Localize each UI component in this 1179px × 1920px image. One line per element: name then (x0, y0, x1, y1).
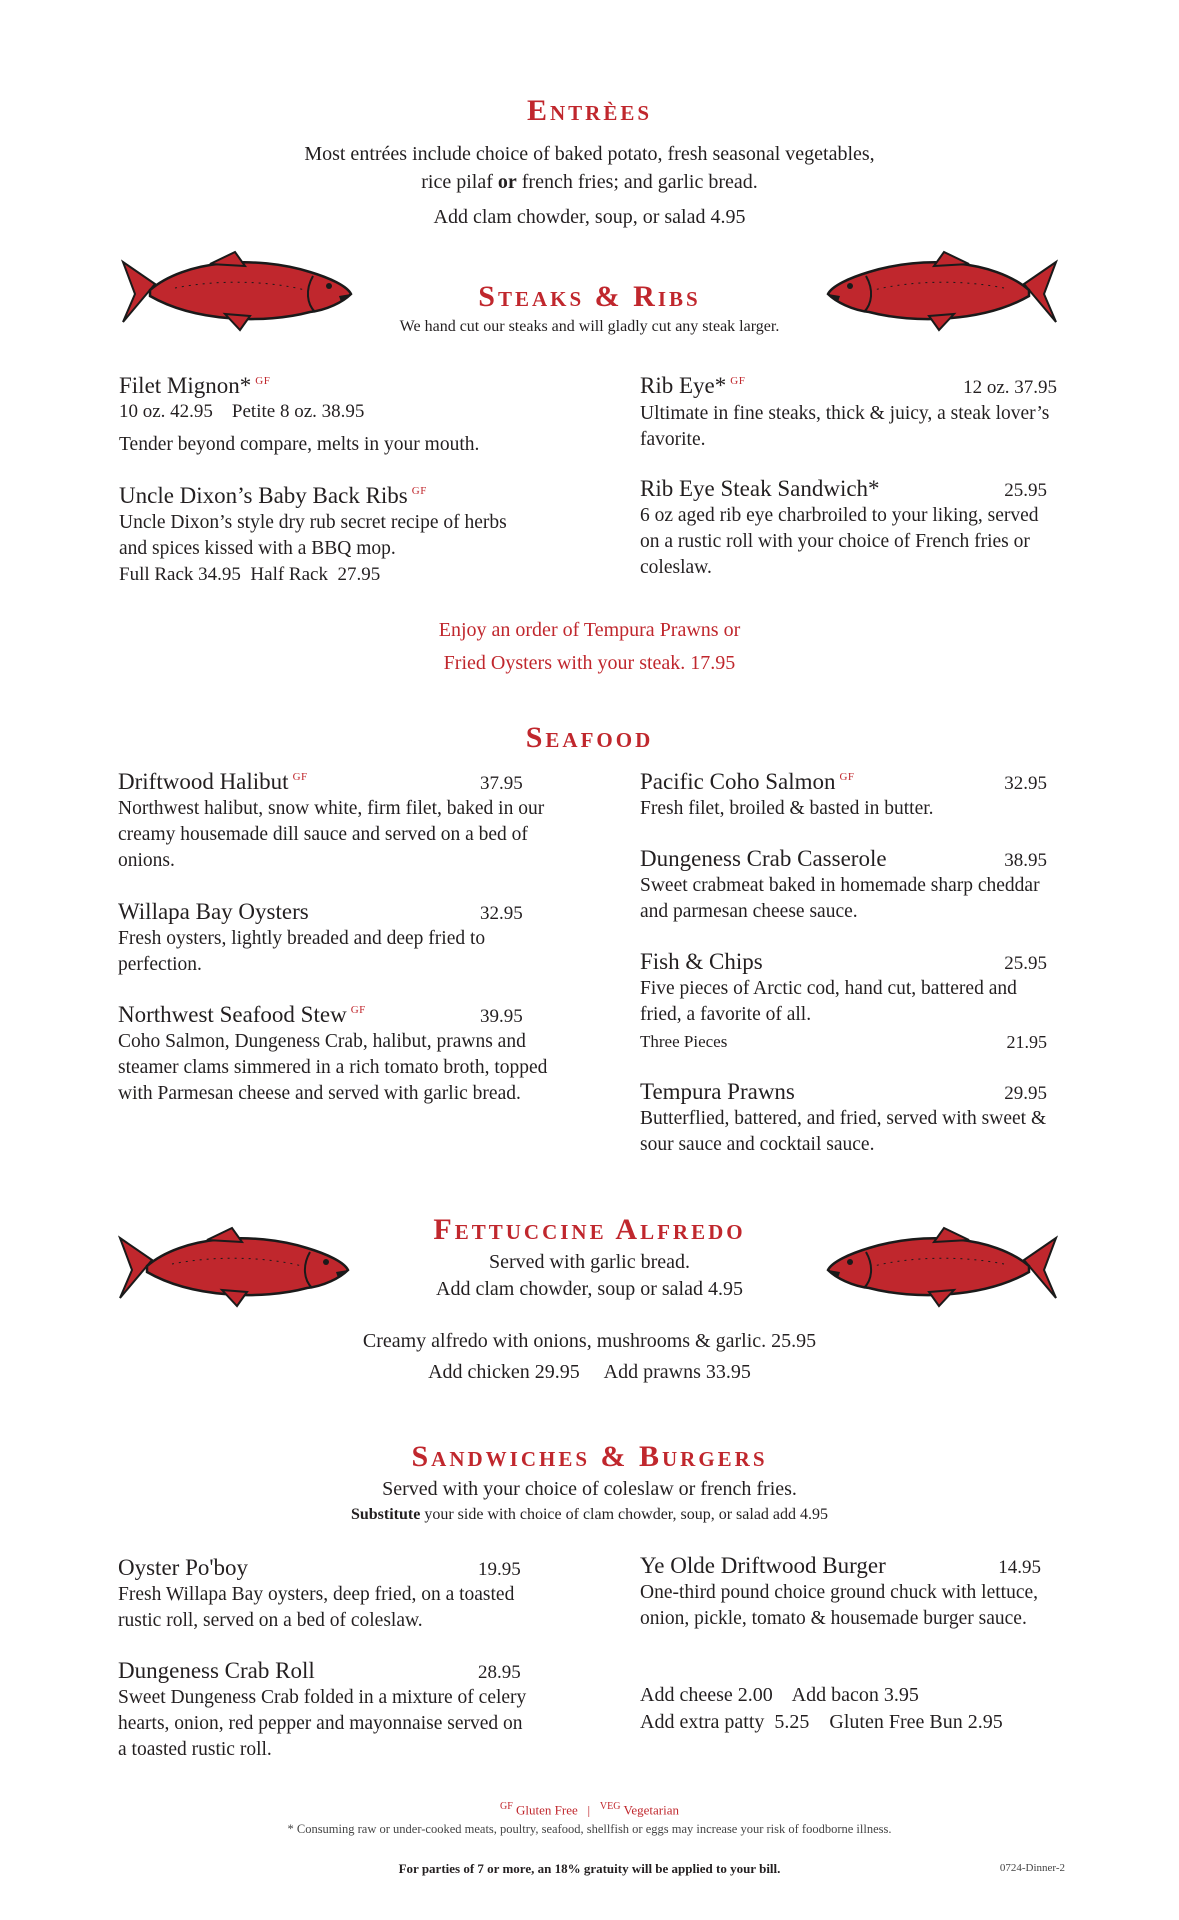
menu-item-name (640, 847, 887, 870)
seafood-title: Seafood (525, 721, 654, 754)
item-price: 32.95 (480, 903, 523, 924)
menu-item-name (118, 1003, 366, 1026)
item-sub-price: 21.95 (1006, 1032, 1047, 1052)
gf-badge: GF (499, 1801, 513, 1812)
menu-item-name (119, 374, 270, 397)
item-title: Rib Eye Steak Sandwich* (640, 476, 880, 501)
entrees-intro-line2-b: french fries; and garlic bread. (516, 171, 758, 193)
item-price-line: Full Rack 34.95 Half Rack 27.95 (119, 564, 381, 585)
item-title: Ye Olde Driftwood Burger (640, 1553, 886, 1578)
gf-badge: GF (730, 375, 746, 388)
item-description: Sweet Dungeness Crab folded in a mixture of celery hearts, onion, red pepper and mayonnaise served on a toasted rustic roll. (118, 1687, 527, 1760)
substitute-text: your side with choice of clam chowder, soup, or salad add 4.95 (420, 1506, 829, 1523)
item-description: Fresh oysters, lightly breaded and deep fried to perfection. (118, 928, 486, 975)
menu-item-name (640, 374, 745, 397)
item-description: Uncle Dixon’s style dry rub secret recipe of herbs and spices kissed with a BBQ mop. (119, 512, 507, 559)
steak-promo-line1: Enjoy an order of Tempura Prawns or (438, 619, 741, 641)
sandwiches-title: Sandwiches & Burgers (411, 1440, 768, 1473)
item-title: Filet Mignon* (119, 373, 252, 398)
item-price: 25.95 (1004, 480, 1047, 501)
item-title: Uncle Dixon’s Baby Back Ribs (119, 483, 408, 508)
item-price: 14.95 (998, 1557, 1041, 1578)
item-price: 39.95 (480, 1006, 523, 1027)
item-title: Tempura Prawns (640, 1079, 795, 1104)
add-chicken: Add chicken 29.95 (428, 1361, 580, 1383)
menu-code: 0724-Dinner-2 (999, 1862, 1065, 1874)
item-description: Sweet crabmeat baked in homemade sharp cheddar and parmesan cheese sauce. (640, 875, 1040, 922)
menu-item-name (119, 484, 427, 507)
fettuccine-desc: Creamy alfredo with onions, mushrooms & garlic. 25.95 (362, 1330, 817, 1352)
item-title: Fish & Chips (640, 949, 763, 974)
sandwiches-line1: Served with your choice of coleslaw or french fries. (382, 1478, 797, 1500)
entrees-addon: Add clam chowder, soup, or salad 4.95 (433, 206, 746, 228)
item-description: Coho Salmon, Dungeness Crab, halibut, prawns and steamer clams simmered in a rich tomato broth, topped with Parmesan cheese and served with garlic bread. (118, 1031, 548, 1104)
gf-badge: GF (255, 375, 271, 388)
steaks-subtitle: We hand cut our steaks and will gladly cut any steak larger. (399, 318, 780, 335)
item-description: Northwest halibut, snow white, firm filet, baked in our creamy housemade dill sauce and served on a bed of onions. (118, 798, 545, 871)
menu-item-name (640, 477, 880, 500)
foodborne-warning: * Consuming raw or under-cooked meats, poultry, seafood, shellfish or eggs may increase your risk of foodborne illness. (287, 1822, 892, 1836)
legend-separator: | (587, 1802, 591, 1818)
fettuccine-line1: Served with garlic bread. (488, 1251, 691, 1273)
entrees-intro-line2-a: rice pilaf (421, 171, 498, 193)
item-title: Pacific Coho Salmon (640, 769, 836, 794)
entrees-intro-line1: Most entrées include choice of baked potato, fresh seasonal vegetables, (304, 143, 875, 165)
menu-item-name (118, 1556, 248, 1579)
entrees-intro-line2 (0, 170, 1179, 194)
item-title: Rib Eye* (640, 373, 727, 398)
item-description: 6 oz aged rib eye charbroiled to your liking, served on a rustic roll with your choice of French fries or coleslaw. (640, 505, 1039, 578)
gf-label: Gluten Free (516, 1802, 578, 1818)
item-title: Dungeness Crab Roll (118, 1658, 315, 1683)
item-title: Driftwood Halibut (118, 769, 289, 794)
item-price: 38.95 (1004, 850, 1047, 871)
gf-badge: GF (350, 1004, 366, 1017)
gf-badge: GF (292, 771, 308, 784)
sandwiches-line2 (0, 1505, 1179, 1524)
item-description: Fresh filet, broiled & basted in butter. (640, 798, 934, 819)
menu-item-name (118, 770, 308, 793)
item-price: 32.95 (1004, 773, 1047, 794)
item-title: Northwest Seafood Stew (118, 1002, 347, 1027)
legend (0, 1801, 1179, 1818)
item-title: Willapa Bay Oysters (118, 899, 309, 924)
menu-item-name (118, 900, 309, 923)
item-description: Butterflied, battered, and fried, served with sweet & sour sauce and cocktail sauce. (640, 1108, 1047, 1155)
item-description: Ultimate in fine steaks, thick & juicy, a steak lover’s favorite. (640, 403, 1050, 450)
substitute-label: Substitute (350, 1506, 421, 1523)
menu-item-name (640, 950, 763, 973)
gf-badge: GF (839, 771, 855, 784)
item-price-line: 10 oz. 42.95 Petite 8 oz. 38.95 (119, 401, 365, 422)
fettuccine-addons (0, 1360, 1179, 1384)
veg-label: Vegetarian (623, 1802, 680, 1818)
gratuity-notice: For parties of 7 or more, an 18% gratuity will be applied to your bill. (398, 1861, 781, 1876)
item-title: Oyster Po'boy (118, 1555, 249, 1580)
item-description: Five pieces of Arctic cod, hand cut, battered and fried, a favorite of all. (640, 978, 1017, 1025)
item-price: 28.95 (478, 1662, 521, 1683)
fettuccine-line2: Add clam chowder, soup or salad 4.95 (436, 1278, 743, 1300)
gf-badge: GF (411, 485, 427, 498)
entrees-intro-or: or (497, 171, 517, 193)
menu-item-name (640, 1554, 886, 1577)
fettuccine-title: Fettuccine Alfredo (433, 1213, 746, 1246)
item-description: Fresh Willapa Bay oysters, deep fried, on a toasted rustic roll, served on a bed of coleslaw. (118, 1584, 515, 1631)
item-price: 19.95 (478, 1559, 521, 1580)
item-description: Tender beyond compare, melts in your mouth. (119, 434, 480, 455)
item-price: 29.95 (1004, 1083, 1047, 1104)
entrees-title: Entrèes (526, 94, 653, 127)
item-price: 37.95 (480, 773, 523, 794)
burger-extras-line2: Add extra patty 5.25 Gluten Free Bun 2.95 (640, 1711, 1003, 1733)
burger-extras-line1: Add cheese 2.00 Add bacon 3.95 (640, 1684, 919, 1706)
item-sub-label: Three Pieces (640, 1032, 728, 1051)
steaks-title: Steaks & Ribs (478, 280, 701, 313)
steak-promo-line2: Fried Oysters with your steak. 17.95 (443, 652, 736, 674)
menu-item-name (640, 1080, 795, 1103)
add-prawns: Add prawns 33.95 (603, 1361, 751, 1383)
item-price: 12 oz. 37.95 (963, 377, 1057, 398)
item-description: One-third pound choice ground chuck with lettuce, onion, pickle, tomato & housemade burger sauce. (640, 1582, 1039, 1629)
item-price: 25.95 (1004, 953, 1047, 974)
item-title: Dungeness Crab Casserole (640, 846, 887, 871)
menu-item-name (640, 770, 855, 793)
menu-item-name (118, 1659, 315, 1682)
veg-badge: VEG (599, 1801, 621, 1812)
